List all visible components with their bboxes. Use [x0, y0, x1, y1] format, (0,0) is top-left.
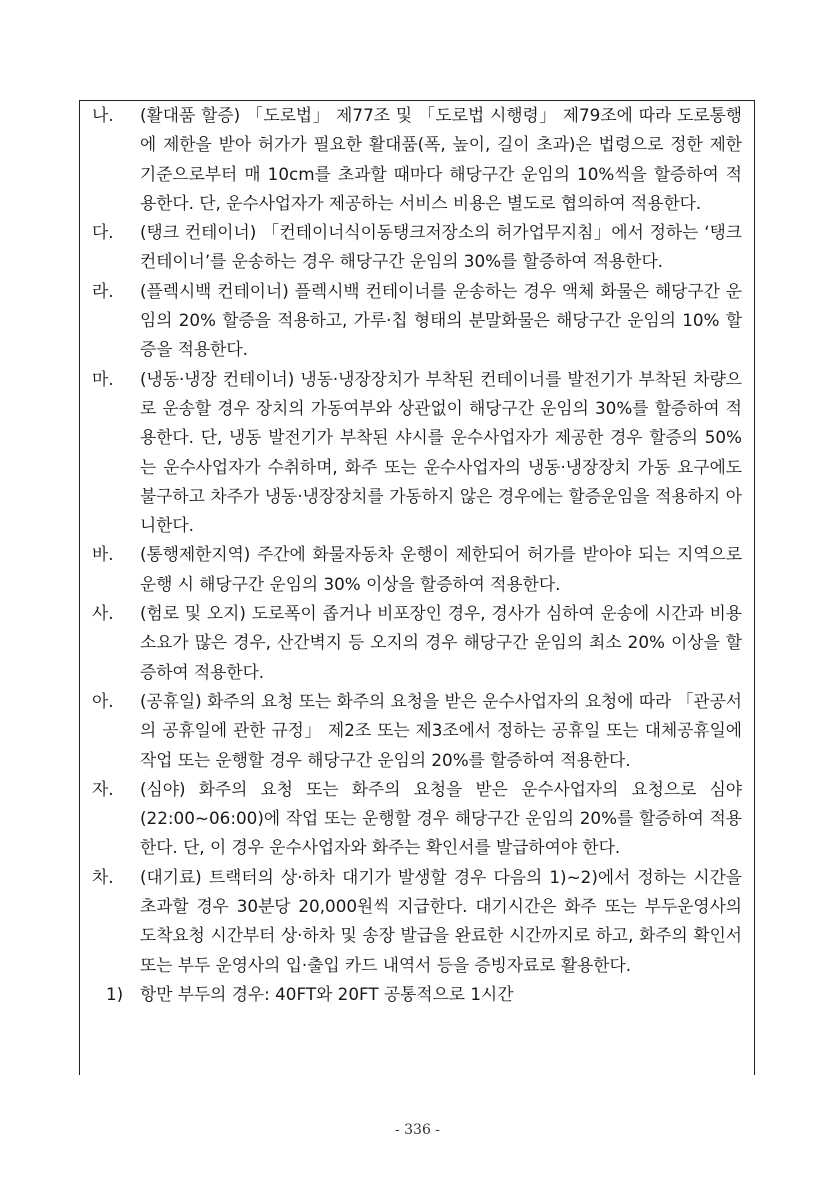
- sub-list-item: [92, 980, 742, 1009]
- list-item: [92, 863, 742, 980]
- list-item: [92, 218, 742, 277]
- item-marker: 나.: [92, 105, 114, 125]
- list-item: [92, 775, 742, 863]
- item-marker: 사.: [92, 603, 114, 624]
- sub-item-marker: 1): [106, 983, 124, 1004]
- list-item: [92, 540, 742, 599]
- item-text: (공휴일) 화주의 요청 또는 화주의 요청을 받은 운수사업자의 요청에 따라 「관공서의 공휴일에 관한 규정」 제2조 또는 제3조에서 정하는 공휴일 또는 대체공휴일에 작업 또는 운행할 경우 해당구간 운임의 20%를 할증하여 적용한다.: [140, 690, 742, 770]
- item-text: (탱크 컨테이너) 「컨테이너식이동탱크저장소의 허가업무지침」에서 정하는 ‘탱크 컨테이너’를 운송하는 경우 해당구간 운임의 30%를 할증하여 적용한다.: [140, 222, 742, 272]
- page-number: - 336 -: [394, 1122, 441, 1138]
- item-text: (플렉시백 컨테이너) 플렉시백 컨테이너를 운송하는 경우 액체 화물은 해당구간 운임의 20% 할증을 적용하고, 가루·칩 형태의 분말화물은 해당구간 운임의 10% 할증을 적용한다.: [140, 280, 742, 360]
- item-marker: 라.: [92, 280, 114, 301]
- list-item: [92, 687, 742, 775]
- item-marker: 차.: [92, 866, 114, 887]
- item-marker: 마.: [92, 368, 114, 389]
- list-item: [92, 599, 742, 687]
- list-item: [92, 101, 742, 218]
- list-item: [92, 277, 742, 365]
- item-text: (통행제한지역) 주간에 화물자동차 운행이 제한되어 허가를 받아야 되는 지역으로 운행 시 해당구간 운임의 30% 이상을 할증하여 적용한다.: [140, 544, 742, 594]
- item-marker: 아.: [92, 690, 114, 711]
- document-body: [92, 101, 742, 1009]
- item-text: (험로 및 오지) 도로폭이 좁거나 비포장인 경우, 경사가 심하여 운송에 시간과 비용 소요가 많은 경우, 산간벽지 등 오지의 경우 해당구간 운임의 최소 20% 이상을 할증하여 적용한다.: [140, 603, 742, 682]
- list-item: [92, 365, 742, 541]
- item-marker: 자.: [92, 778, 114, 799]
- item-text: (심야) 화주의 요청 또는 화주의 요청을 받은 운수사업자의 요청으로 심야(22:00~06:00)에 작업 또는 운행할 경우 해당구간 운임의 20%를 할증하여 적용한다. 단, 이 경우 운수사업자와 화주는 확인서를 발급하여야 한다.: [140, 778, 742, 858]
- item-text: (대기료) 트랙터의 상·하차 대기가 발생할 경우 다음의 1)~2)에서 정하는 시간을 초과할 경우 30분당 20,000원씩 지급한다. 대기시간은 화주 또는 부두운영사의 도착요청 시간부터 상·하차 및 송장 발급을 완료한 시간까지로 하고, 화주의 확인서 또는 부두 운영사의 입·출입 카드 내역서 등을 증빙자료로 활용한다.: [140, 866, 742, 975]
- sub-item-text: 항만 부두의 경우: 40FT와 20FT 공통적으로 1시간: [140, 983, 514, 1004]
- item-marker: 다.: [92, 222, 114, 243]
- item-text: (활대품 할증) 「도로법」 제77조 및 「도로법 시행령」 제79조에 따라 도로통행에 제한을 받아 허가가 필요한 활대품(폭, 높이, 길이 초과)은 법령으로 정한 제한 기준으로부터 매 10cm를 초과할 때마다 해당구간 운임의 10%씩을 할증하여 적용한다. 단, 운수사업자가 제공하는 서비스 비용은 별도로 협의하여 적용한다.: [140, 105, 742, 213]
- item-marker: 바.: [92, 544, 114, 565]
- item-text: (냉동·냉장 컨테이너) 냉동·냉장장치가 부착된 컨테이너를 발전기가 부착된 차량으로 운송할 경우 장치의 가동여부와 상관없이 해당구간 운임의 30%를 할증하여 적용한다. 단, 냉동 발전기가 부착된 샤시를 운수사업자가 제공한 경우 할증의 50%는 운수사업자가 수취하며, 화주 또는 운수사업자의 냉동·냉장장치 가동 요구에도 불구하고 차주가 냉동·냉장장치를 가동하지 않은 경우에는 할증운임을 적용하지 아니한다.: [140, 368, 742, 536]
